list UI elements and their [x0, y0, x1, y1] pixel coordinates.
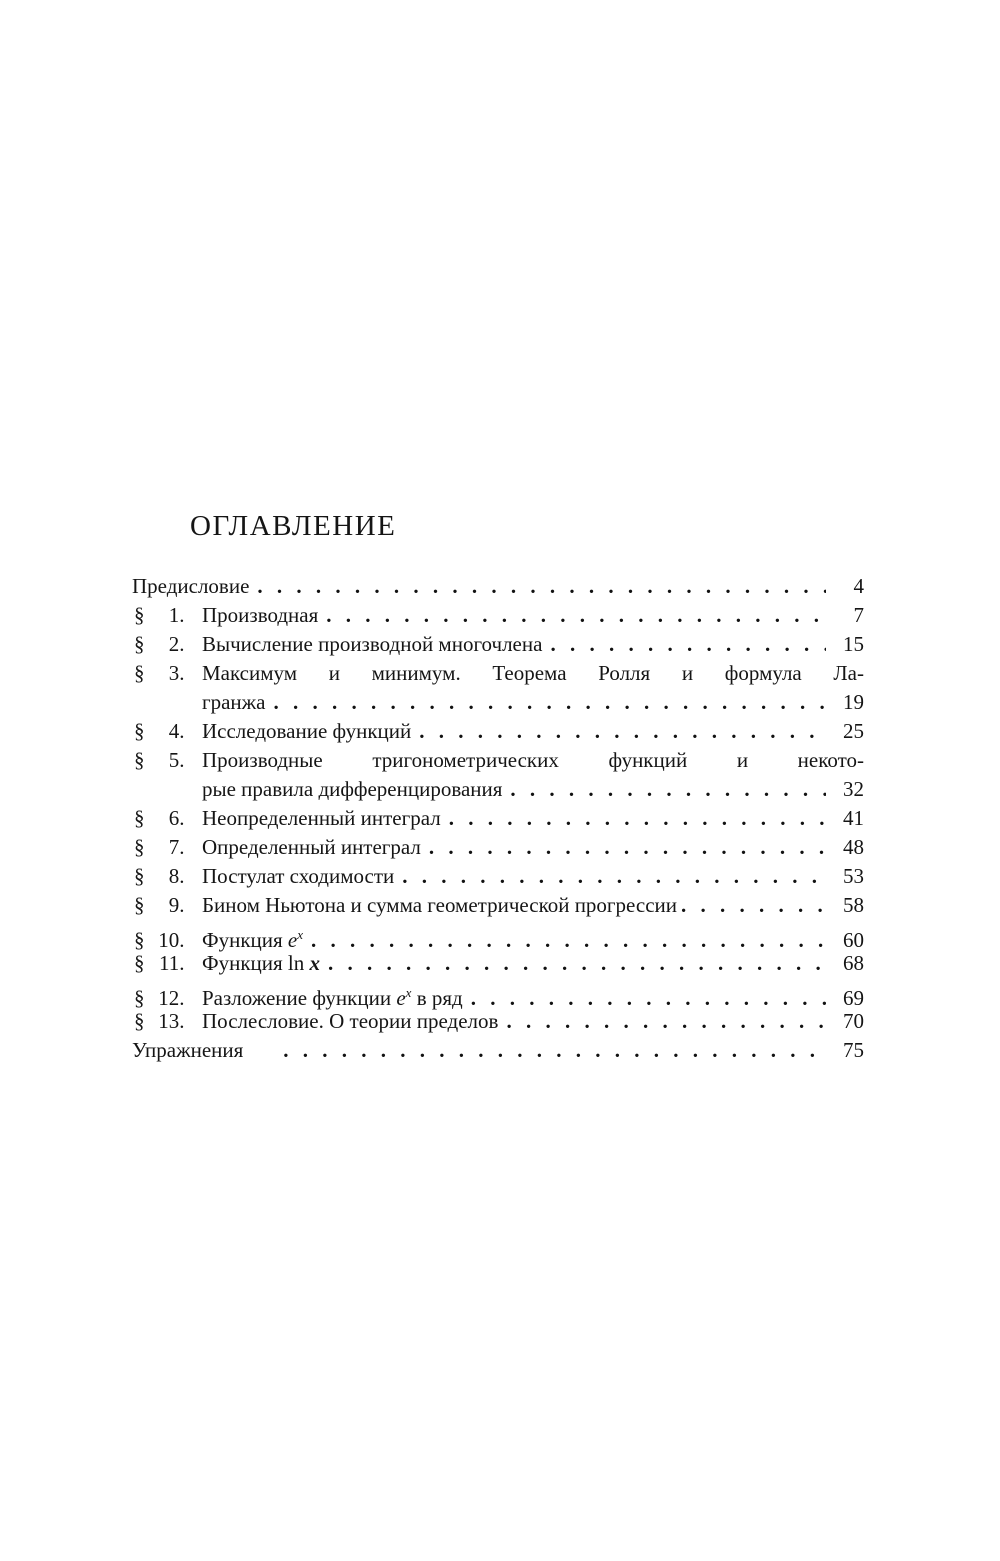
toc-entry-title-continuation: гранжа — [202, 690, 266, 714]
toc-entry-exercises[interactable] — [132, 1036, 864, 1065]
toc-entry-5[interactable] — [132, 746, 864, 775]
math-ln: ln — [287, 951, 305, 975]
toc-heading: ОГЛАВЛЕНИЕ — [190, 510, 397, 542]
section-number: 9. — [168, 893, 185, 917]
toc-entry-13[interactable] — [132, 1007, 864, 1036]
toc-page-number: 69 — [843, 986, 864, 1010]
dot-leader — [510, 775, 826, 804]
section-number: 1. — [168, 603, 185, 627]
section-number: 10. — [158, 928, 185, 952]
dot-leader — [283, 1036, 826, 1065]
toc-entry-title: Бином Ньютона и сумма геометрической прогрессии — [202, 893, 678, 917]
toc-page-number: 25 — [843, 719, 864, 743]
toc-entry-title: Исследование функций — [202, 719, 412, 743]
section-number: 2. — [168, 632, 185, 656]
section-number: 4. — [168, 719, 185, 743]
toc-entry-title: Постулат сходимости — [202, 864, 395, 888]
section-number: 7. — [168, 835, 185, 859]
toc-page-number: 32 — [843, 777, 864, 801]
toc-entry-title: Неопределенный интеграл — [202, 806, 441, 830]
section-mark: § 9. — [132, 891, 190, 920]
toc-entry-3-continuation[interactable] — [132, 688, 864, 717]
section-mark: § 11. — [132, 949, 190, 978]
section-number: 8. — [168, 864, 185, 888]
section-number: 11. — [159, 951, 185, 975]
section-mark: § 1. — [132, 601, 190, 630]
dot-leader — [681, 891, 830, 920]
section-mark: § 12. — [132, 984, 190, 1013]
math-superscript: x — [297, 927, 304, 942]
toc-page-number: 41 — [843, 806, 864, 830]
toc-page-number: 70 — [843, 1009, 864, 1033]
toc-entry-2[interactable] — [132, 630, 864, 659]
toc-entry-8[interactable] — [132, 862, 864, 891]
toc-page-number: 58 — [843, 893, 864, 917]
dot-leader — [328, 949, 826, 978]
toc-entry-title: Послесловие. О теории пределов — [202, 1009, 499, 1033]
toc-page-number: 68 — [843, 951, 864, 975]
dot-leader — [257, 572, 826, 601]
dot-leader — [506, 1007, 826, 1036]
section-mark: § 5. — [132, 746, 190, 775]
toc-entry-title: Максимум и минимум. Теорема Ролля и формула Ла- — [202, 661, 864, 685]
toc-entry-title: Определенный интеграл — [202, 835, 421, 859]
section-number: 12. — [158, 986, 185, 1010]
toc-entry-4[interactable] — [132, 717, 864, 746]
dot-leader — [274, 688, 826, 717]
toc-page-number: 19 — [843, 690, 864, 714]
section-number: 3. — [168, 661, 185, 685]
toc-entry-12[interactable] — [132, 978, 864, 1010]
dot-leader — [419, 717, 826, 746]
section-mark: § 6. — [132, 804, 190, 833]
dot-leader — [449, 804, 826, 833]
toc-page-number: 53 — [843, 864, 864, 888]
section-mark: § 8. — [132, 862, 190, 891]
toc-page-number: 7 — [853, 603, 864, 627]
toc-page-number: 15 — [843, 632, 864, 656]
toc-entry-5-continuation[interactable] — [132, 775, 864, 804]
toc-page-number: 48 — [843, 835, 864, 859]
toc-entry-1[interactable] — [132, 601, 864, 630]
toc-page-number: 75 — [843, 1038, 864, 1062]
toc-entry-11[interactable] — [132, 949, 864, 978]
toc-entry-title: Упражнения — [132, 1038, 244, 1062]
section-mark: § 7. — [132, 833, 190, 862]
toc-entry-title: Предисловие — [132, 574, 250, 598]
section-number: 13. — [158, 1009, 185, 1033]
toc-entry-10[interactable] — [132, 920, 864, 952]
table-of-contents — [132, 572, 864, 1065]
toc-entry-title: Вычисление производной многочлена — [202, 632, 543, 656]
toc-entry-title: Функция ln x — [202, 951, 321, 975]
section-number: 6. — [168, 806, 185, 830]
math-e: e — [396, 986, 406, 1010]
math-e: e — [287, 928, 298, 952]
section-mark: § 13. — [132, 1007, 190, 1036]
section-mark: § 2. — [132, 630, 190, 659]
math-superscript: x — [405, 985, 412, 1000]
toc-page-number: 4 — [853, 574, 864, 598]
section-mark: § 10. — [132, 926, 190, 955]
toc-entry-preface[interactable] — [132, 572, 864, 601]
dot-leader — [402, 862, 826, 891]
toc-entry-title: Производная — [202, 603, 319, 627]
section-mark: § 4. — [132, 717, 190, 746]
toc-page-number: 60 — [843, 928, 864, 952]
toc-entry-7[interactable] — [132, 833, 864, 862]
dot-leader — [550, 630, 826, 659]
math-variable: x — [309, 951, 321, 975]
dot-leader — [326, 601, 826, 630]
toc-entry-title: Разложение функции $e^x$ в ряд — [202, 985, 463, 1010]
toc-entry-6[interactable] — [132, 804, 864, 833]
toc-entry-title: Функция $e^x$ — [202, 927, 304, 952]
section-number: 5. — [168, 748, 185, 772]
toc-entry-title: Производные тригонометрических функций и некото- — [202, 748, 864, 772]
toc-entry-9[interactable] — [132, 891, 864, 920]
toc-entry-title-continuation: рые правила дифференцирования — [202, 777, 503, 801]
toc-entry-3[interactable] — [132, 659, 864, 688]
dot-leader — [429, 833, 826, 862]
section-mark: § 3. — [132, 659, 190, 688]
